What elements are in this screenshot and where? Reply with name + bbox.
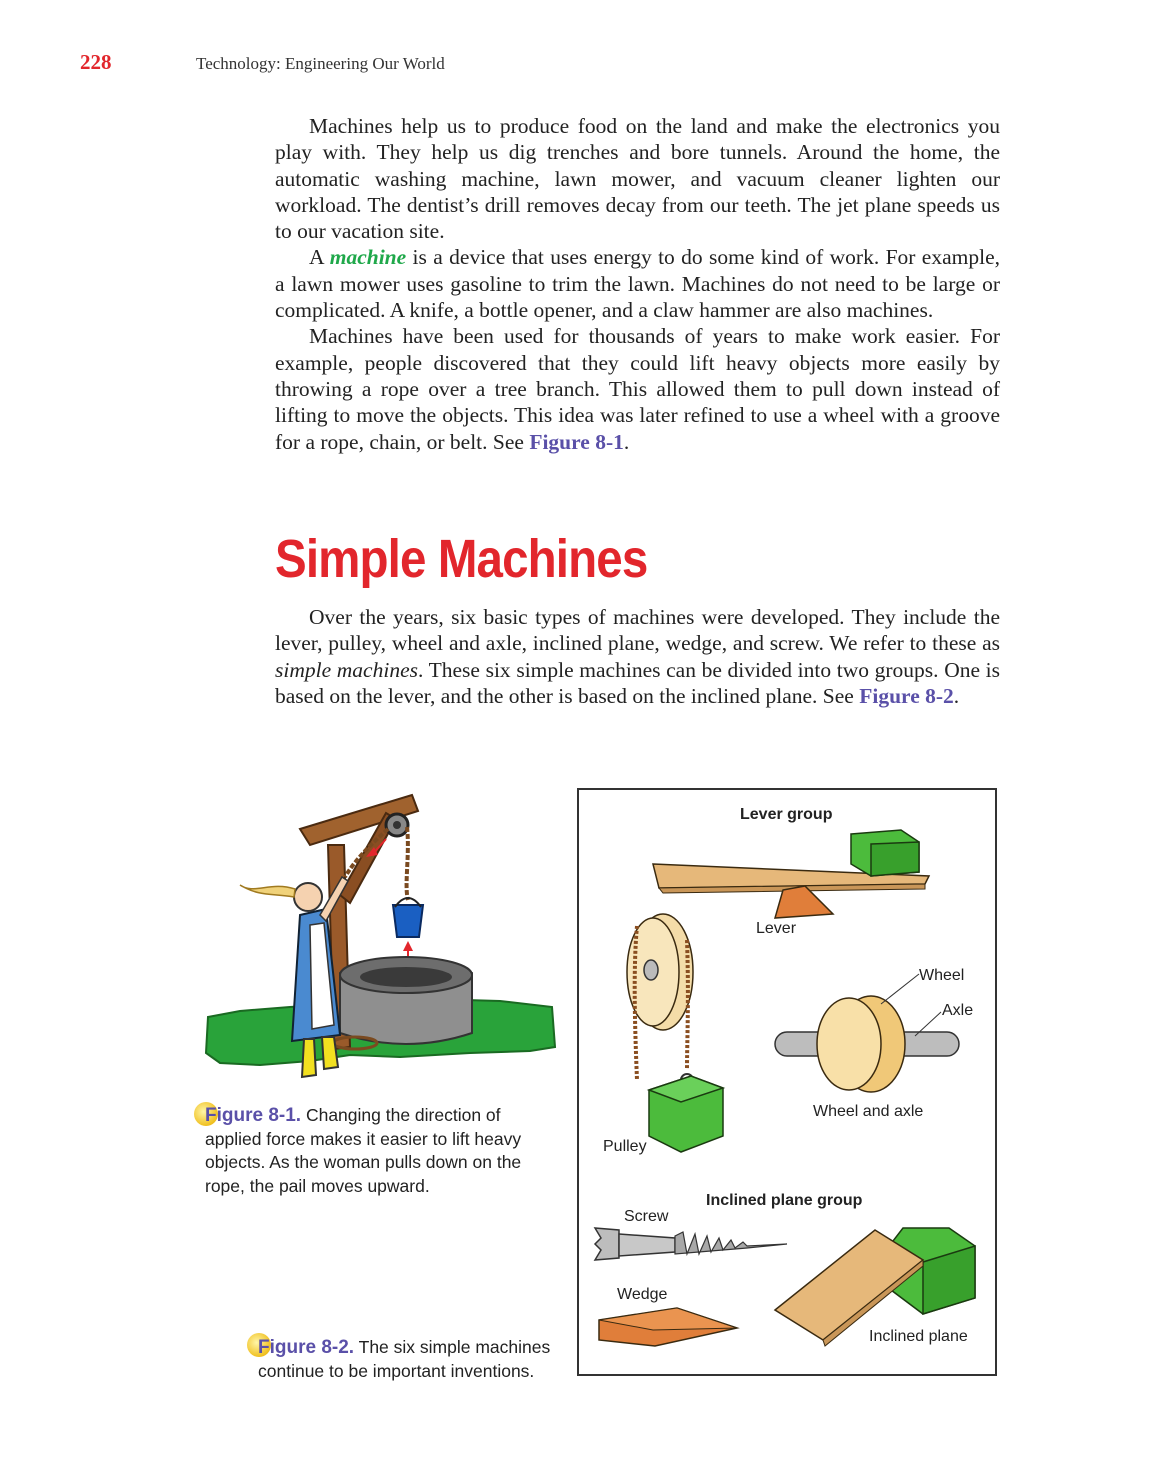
page-number: 228 [80,50,112,74]
screw-shank [619,1234,675,1256]
wheel-and-axle-label: Wheel and axle [813,1103,924,1120]
key-term-simple-machines: simple machines [275,657,418,682]
section-paragraph [275,604,1000,709]
intro-paragraph-3 [275,323,1000,454]
section-text [275,604,1000,709]
screw-label: Screw [624,1208,669,1225]
figure-8-2-link[interactable]: Figure 8-2 [859,683,954,708]
figure-8-2-box [577,788,997,1376]
screw-thread [675,1232,787,1254]
woman-head [294,883,322,911]
text-span: Over the years, six basic types of machines were developed. They include the lever, pulley, wheel and axle, inclined plane, wedge, and screw. We refer to these as [275,605,1000,656]
text-span: . [953,683,960,708]
wheel-face [817,998,881,1090]
figure-8-1-caption [205,1104,535,1198]
text-span: A [309,245,330,270]
section-heading: Simple Machines [275,529,648,589]
up-arrow-head [403,941,413,951]
text-span: . [623,429,630,454]
pulley-axle [644,960,658,980]
inclined-plane-label: Inclined plane [869,1328,968,1345]
figure-8-2-caption [258,1336,578,1383]
wheel-leader [881,974,919,1004]
intro-text [275,113,1000,455]
pulley-hub [393,821,401,829]
figure-8-2-label: Figure 8-2. [258,1337,355,1358]
lever-block-front [871,842,919,876]
axle-label: Axle [942,1002,974,1019]
key-term-machine: machine [329,245,407,270]
text-span: Machines have been used for thousands of years to make work easier. For example, people discovered that they could lift heavy objects more easily by throwing a rope over a tree branch. This allowed them to pull down instead of lifting to move the objects. This idea was later refined to use a wheel with a groove for a rope, chain, or belt. See [275,324,1000,454]
figure-8-1-caption-text: Changing the direction of applied force makes it easier to lift heavy objects. As the woman pulls down on the rope, the pail moves upward. [205,1105,522,1196]
figure-8-1-link[interactable]: Figure 8-1 [529,429,624,454]
figure-8-1-label: Figure 8-1. [205,1105,302,1126]
pulley-label: Pulley [603,1138,647,1155]
inclined-plane-group-label: Inclined plane group [706,1192,863,1209]
well-pulley-illustration [200,785,560,1085]
bucket [393,905,423,937]
woman-hair [240,885,295,897]
lever-label: Lever [756,920,797,937]
intro-paragraph-1: Machines help us to produce food on the land and make the electronics you play with. They help us dig trenches and bore tunnels. Around the home, the automatic washing machine, lawn mower, and vacuum cleaner lighten our workload. The dentist’s drill removes decay from our teeth. The jet plane speeds us to our vacation site. [275,114,1000,244]
running-head: Technology: Engineering Our World [196,54,445,73]
screw-head [595,1228,619,1260]
text-span: . These six simple machines can be divided into two groups. One is based on the lever, and the other is based on the inclined plane. See [275,657,1000,708]
figure-8-2-caption-text: The six simple machines continue to be important inventions. [258,1337,551,1381]
text-span: is a device that uses energy to do some kind of work. For example, a lawn mower uses gasoline to trim the lawn. Machines do not need to be large or complicated. A knife, a bottle opener, and a claw hammer are also machines. [275,245,1001,323]
wedge-label: Wedge [617,1286,668,1303]
lever-group-label: Lever group [740,806,833,823]
intro-paragraph-2 [275,244,1000,323]
wheel-label: Wheel [919,967,965,984]
well-hole [360,967,452,987]
